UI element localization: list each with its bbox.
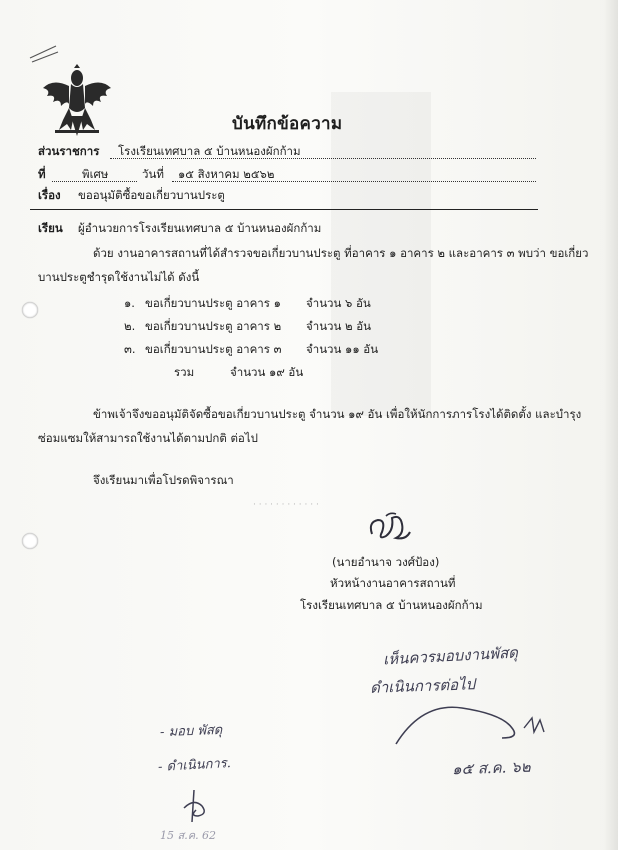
item-description: ขอเกี่ยวบานประตู อาคาร ๓ bbox=[145, 342, 282, 356]
item-number: ๒. bbox=[124, 319, 136, 333]
paragraph-1-line-2: บานประตูชำรุดใช้งานไม่ได้ ดังนี้ bbox=[38, 270, 200, 284]
paragraph-2-line-1: ข้าพเจ้าจึงขออนุมัติจัดซื้อขอเกี่ยวบานประตู จำนวน ๑๙ อัน เพื่อให้นักการภารโรงได้ติดตั้ง และบำรุง bbox=[93, 407, 582, 421]
handwritten-left-date: 15 ส.ค. 62 bbox=[160, 829, 217, 842]
paragraph-1-line-1: ด้วย งานอาคารสถานที่ได้สำรวจขอเกี่ยวบานประตู ที่อาคาร ๑ อาคาร ๒ และอาคาร ๓ พบว่า ขอเกี่ยว bbox=[93, 246, 589, 260]
item-quantity: จำนวน ๑๑ อัน bbox=[306, 342, 379, 356]
subject-value: ขออนุมัติซื้อขอเกี่ยวบานประตู bbox=[78, 188, 225, 202]
handwritten-note-line-2: ดำเนินการต่อไป bbox=[369, 675, 476, 697]
bleed-through-mark: · · · · · · · · · · · · bbox=[253, 500, 319, 510]
agency-value: โรงเรียนเทศบาล ๕ บ้านหนองผักก้าม bbox=[118, 144, 301, 158]
closing-line: จึงเรียนมาเพื่อโปรดพิจารณา bbox=[93, 473, 234, 487]
item-quantity: จำนวน ๖ อัน bbox=[306, 296, 371, 310]
date-label: วันที่ bbox=[142, 167, 164, 181]
to-label: เรียน bbox=[38, 221, 63, 235]
handwritten-left-line-2: - ดำเนินการ. bbox=[157, 756, 232, 775]
agency-label: ส่วนราชการ bbox=[38, 144, 100, 158]
hole-punch-top bbox=[22, 302, 38, 318]
garuda-emblem-icon bbox=[41, 64, 113, 138]
officer-signature-mark bbox=[180, 788, 214, 828]
total-value: จำนวน ๑๙ อัน bbox=[230, 365, 304, 379]
to-value: ผู้อำนวยการโรงเรียนเทศบาล ๕ บ้านหนองผักก้าม bbox=[78, 221, 322, 235]
handwritten-left-line-1: - มอบ พัสดุ bbox=[159, 722, 223, 741]
date-value: ๑๕ สิงหาคม ๒๕๖๒ bbox=[178, 167, 275, 181]
page-title: บันทึกข้อความ bbox=[232, 114, 343, 134]
ref-dotted-line bbox=[52, 181, 137, 182]
hole-punch-bottom bbox=[22, 533, 38, 549]
total-label: รวม bbox=[174, 365, 195, 379]
signer-position: หัวหน้างานอาคารสถานที่ bbox=[330, 576, 456, 590]
item-number: ๑. bbox=[124, 296, 135, 310]
paragraph-2-line-2: ซ่อมแซมให้สามารถใช้งานได้ตามปกติ ต่อไป bbox=[38, 431, 258, 445]
page-edge-shadow bbox=[604, 0, 618, 850]
ref-value: พิเศษ bbox=[82, 167, 109, 181]
corner-pen-mark bbox=[28, 44, 60, 64]
handwritten-note-line-1: เห็นควรมอบงานพัสดุ bbox=[382, 643, 519, 669]
agency-dotted-line bbox=[110, 158, 536, 159]
item-description: ขอเกี่ยวบานประตู อาคาร ๑ bbox=[145, 296, 281, 310]
ref-label: ที่ bbox=[38, 167, 46, 181]
signer-organization: โรงเรียนเทศบาล ๕ บ้านหนองผักก้าม bbox=[300, 598, 483, 612]
header-divider bbox=[30, 209, 538, 210]
item-number: ๓. bbox=[124, 342, 136, 356]
item-description: ขอเกี่ยวบานประตู อาคาร ๒ bbox=[145, 319, 282, 333]
item-quantity: จำนวน ๒ อัน bbox=[306, 319, 372, 333]
signature-mark bbox=[366, 510, 412, 544]
signer-name: (นายอำนาจ วงศ์ป้อง) bbox=[332, 555, 440, 569]
date-dotted-line bbox=[172, 181, 536, 182]
subject-label: เรื่อง bbox=[38, 188, 61, 202]
handwritten-note-date: ๑๕ ส.ค. ๖๒ bbox=[451, 757, 531, 779]
director-signature-mark bbox=[392, 698, 548, 756]
